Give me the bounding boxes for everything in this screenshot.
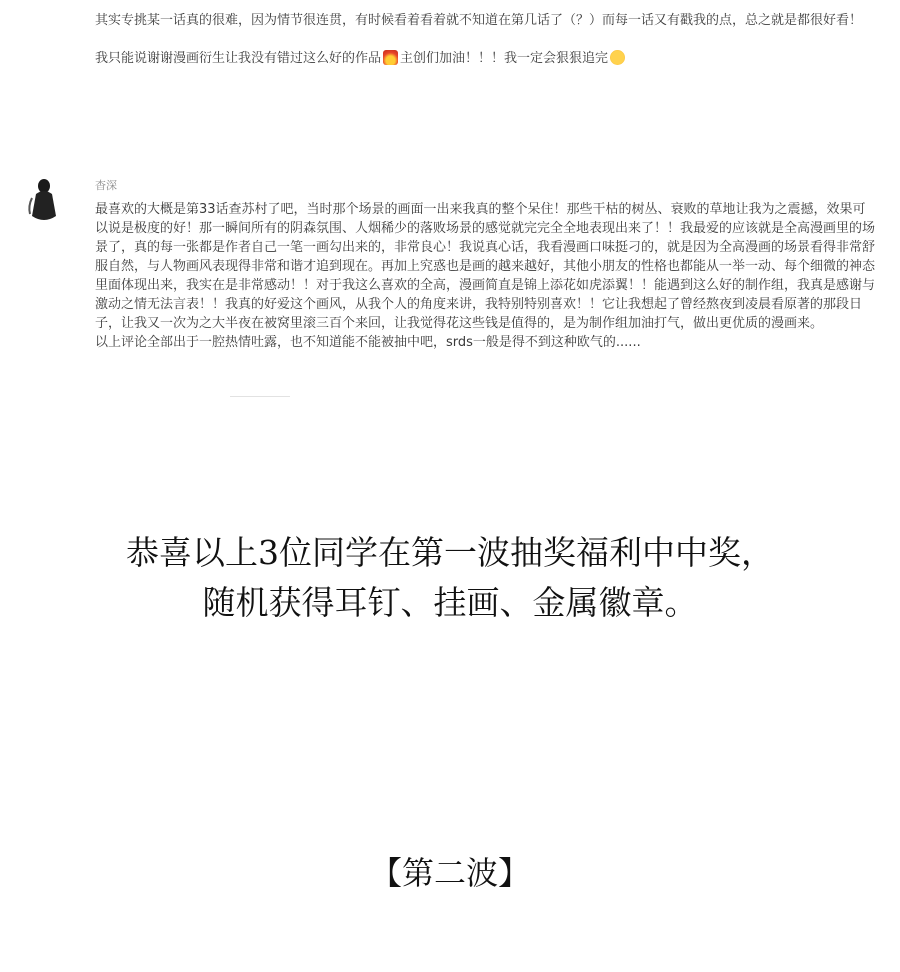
comment-paragraph: 最喜欢的大概是第33话查苏村了吧，当时那个场景的画面一出来我真的整个呆住！那些干枯的树丛、衰败的草地让我为之震撼，效果可以说是极度的好！那一瞬间所有的阴森氛围、人烟稀少的落败场景的感觉就完完全全地表现出来了！！我最爱的应该就是全高漫画里的场景了，真的每一张都是作者自己一笔一画勾出来的，非常良心！我说真心话，我看漫画口味挺刁的，就是因为全高漫画的场景看得非常舒服自然，与人物画风表现得非常和谐才追到现在。再加上究惑也是画的越来越好，其他小朋友的性格也都能从一举一动、每个细微的神态里面体现出来，我实在是非常感动！！对于我这么喜欢的全高，漫画简直是锦上添花如虎添翼！！能遇到这么好的制作组，我真是感谢与激动之情无法言表！！我真的好爱这个画风，从我个人的角度来讲，我特别特别喜欢！！它让我想起了曾经熬夜到凌晨看原著的那段日子，让我又一次为之大半夜在被窝里滚三百个来回，让我觉得花这些钱是值得的，是为制作组加油打气，做出更优质的漫画来。 bbox=[95, 202, 876, 331]
comment-body bbox=[95, 200, 875, 352]
avatar[interactable] bbox=[26, 176, 60, 224]
previous-comment-paragraph: 其实专挑某一话真的很难，因为情节很连贯，有时候看着看着就不知道在第几话了（？）而每一话又有戳我的点，总之就是都很好看！ bbox=[95, 13, 863, 28]
comment-username[interactable]: 杳深 bbox=[95, 179, 117, 192]
comment-paragraph: 以上评论全部出于一腔热情吐露，也不知道能不能被抽中吧，srds一般是得不到这种欧气的...... bbox=[95, 335, 641, 350]
ink-silhouette-avatar-icon bbox=[26, 176, 60, 224]
previous-comment-text: 主创们加油！！！我一定会狠狠追完 bbox=[400, 51, 609, 66]
previous-comment-paragraph bbox=[95, 49, 870, 68]
announcement-line: 随机获得耳钉、挂画、金属徽章。 bbox=[202, 583, 698, 622]
announcement-line: 恭喜以上3位同学在第一波抽奖福利中中奖， bbox=[126, 533, 774, 572]
fire-emoji-icon bbox=[383, 50, 398, 65]
section-title: 【第二波】 bbox=[369, 854, 530, 892]
previous-comment-text: 我只能说谢谢漫画衍生让我没有错过这么好的作品 bbox=[95, 51, 382, 66]
face-emoji-icon bbox=[610, 50, 625, 65]
divider bbox=[230, 396, 290, 397]
previous-comment bbox=[95, 11, 870, 68]
winner-announcement bbox=[0, 528, 900, 628]
